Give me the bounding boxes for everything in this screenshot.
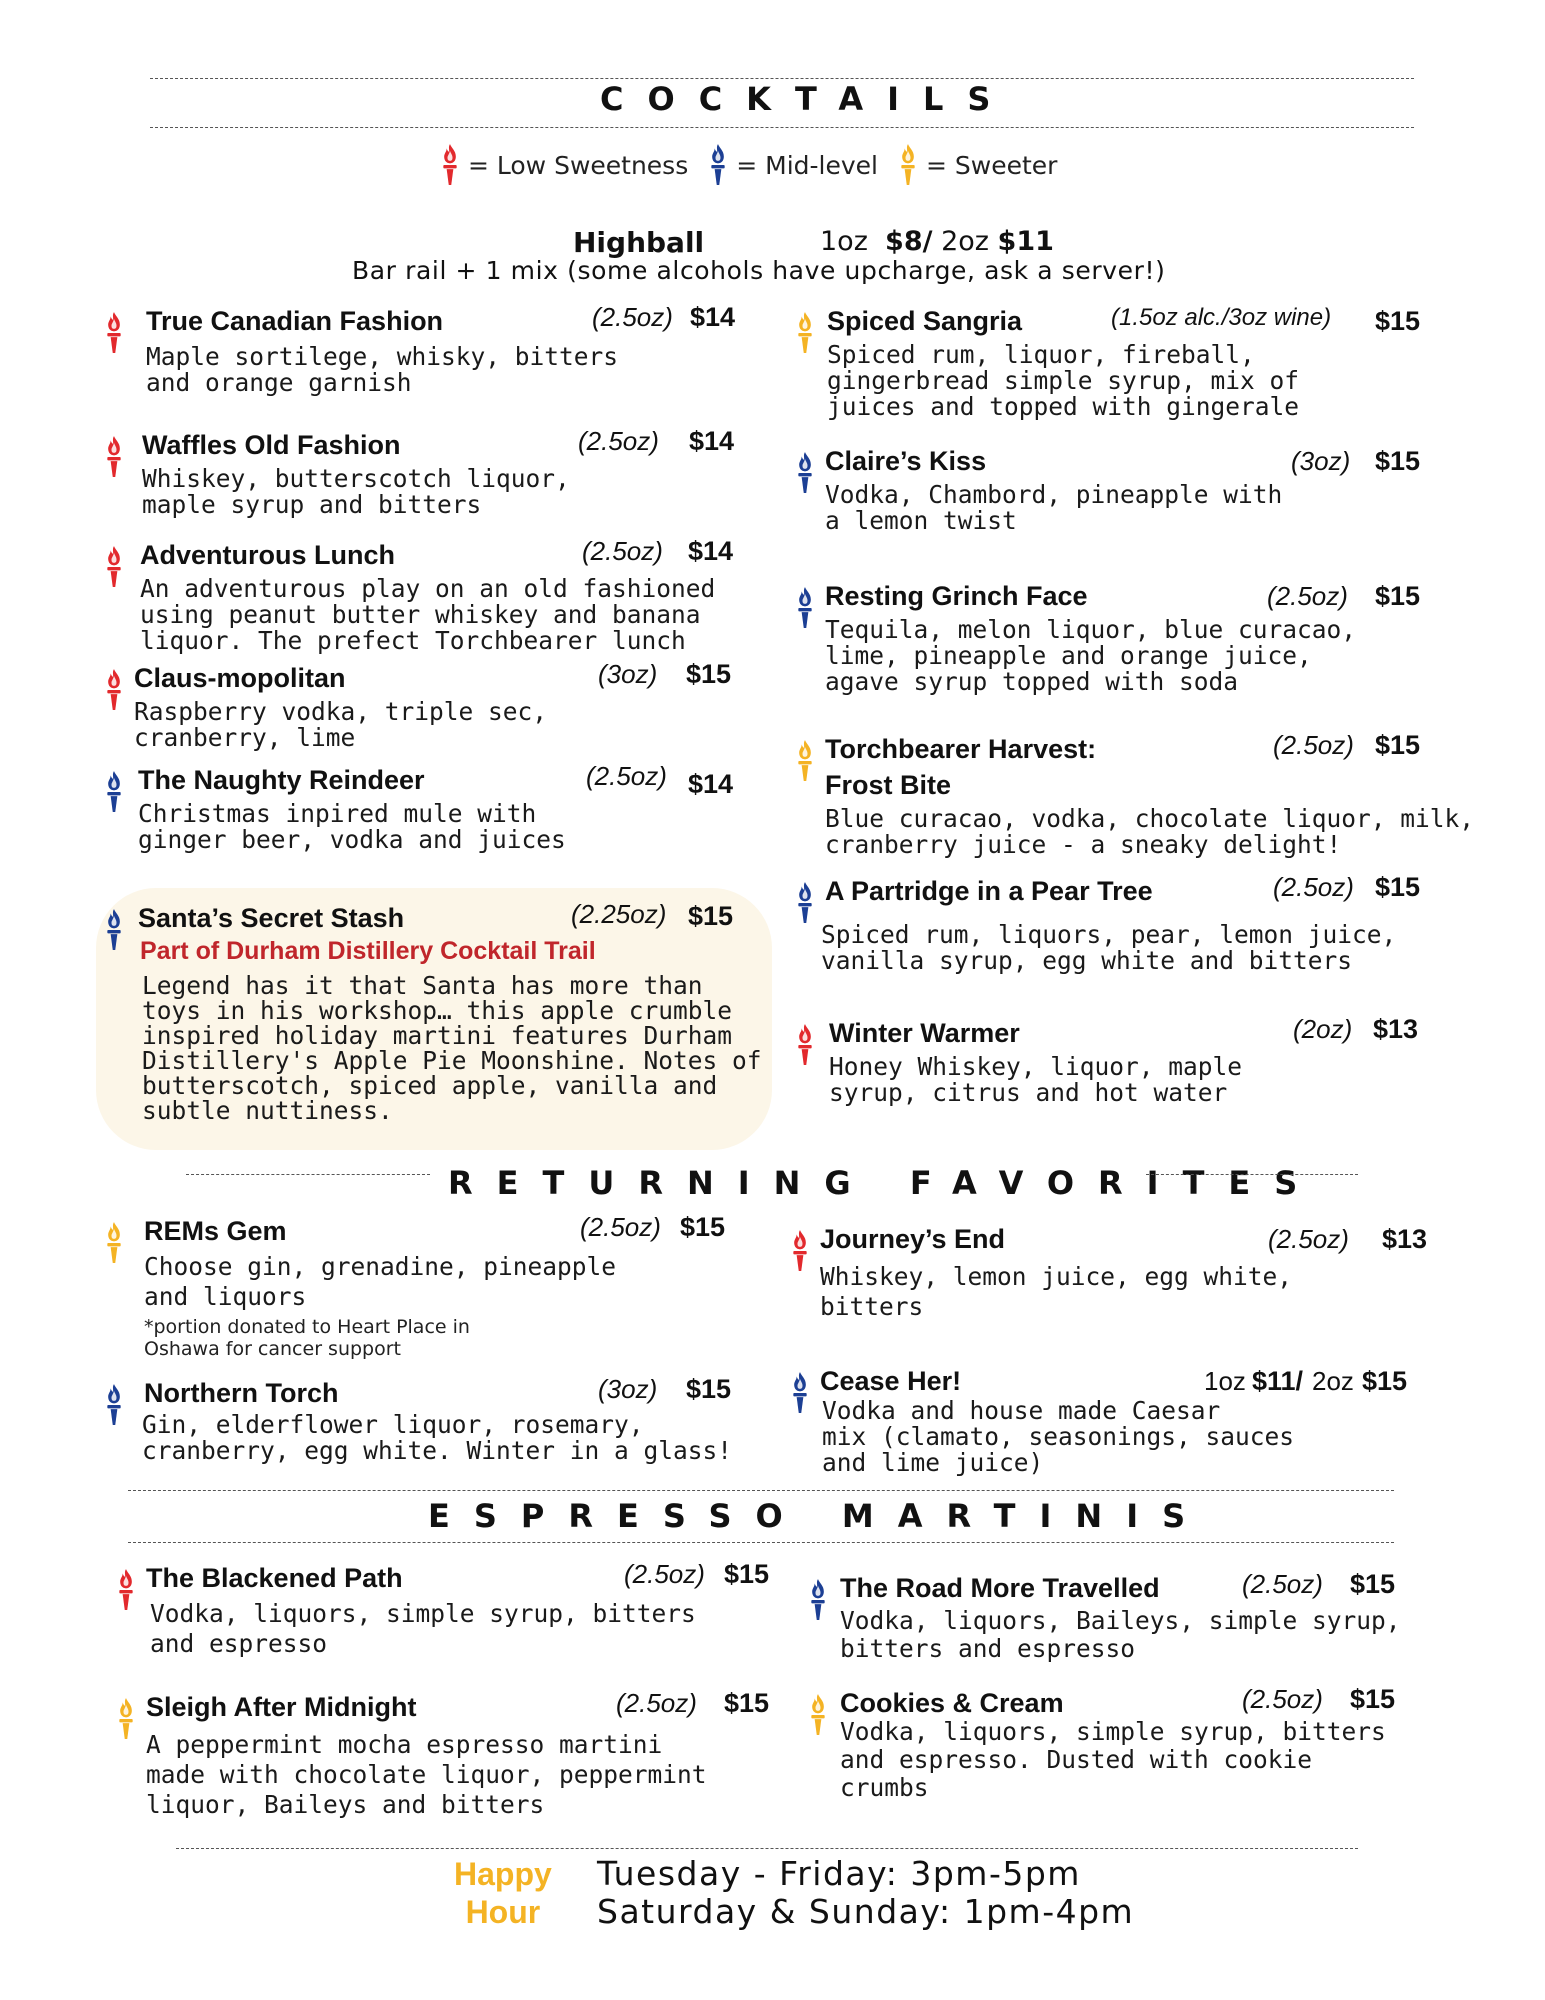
item-description: Spiced rum, liquor, fireball, gingerbread simple syrup, mix of juices and topped with gingerale bbox=[827, 340, 1300, 421]
torch-mid-icon bbox=[795, 880, 815, 926]
item-size: (3oz) bbox=[598, 659, 658, 689]
divider bbox=[150, 78, 1414, 79]
item-description: Spiced rum, liquors, pear, lemon juice, vanilla syrup, egg white and bitters bbox=[821, 920, 1397, 975]
happy-hour-times bbox=[597, 1855, 1134, 1931]
item-size: (2.5oz) bbox=[582, 536, 663, 566]
item-size-2oz: 2oz bbox=[1312, 1366, 1354, 1396]
item-price-1oz: $11/ bbox=[1252, 1366, 1304, 1396]
torch-sweet-icon bbox=[104, 1220, 124, 1266]
item-name: Torchbearer Harvest: bbox=[825, 734, 1097, 764]
torch-low-icon bbox=[104, 667, 124, 713]
item-price: $13 bbox=[1373, 1014, 1419, 1044]
item-name: True Canadian Fashion bbox=[146, 306, 444, 336]
item-price: $15 bbox=[686, 1374, 732, 1404]
item-description: Christmas inpired mule with ginger beer, vodka and juices bbox=[138, 799, 566, 854]
item-description: Whiskey, butterscotch liquor, maple syrup and bitters bbox=[142, 464, 570, 519]
happy-hour-weekday: Tuesday - Friday: 3pm-5pm bbox=[597, 1854, 1081, 1893]
item-price: $14 bbox=[690, 302, 736, 332]
highball-name: Highball bbox=[573, 226, 705, 259]
item-price: $15 bbox=[1375, 446, 1421, 476]
divider bbox=[150, 127, 1414, 128]
torch-mid-icon bbox=[790, 1370, 810, 1416]
item-price: $14 bbox=[688, 769, 734, 799]
highball-oz1: 1oz bbox=[820, 226, 868, 257]
item-name: Spiced Sangria bbox=[827, 306, 1023, 336]
divider bbox=[186, 1174, 430, 1175]
item-size: (2.5oz) bbox=[578, 426, 659, 456]
legend-mid-label: = Mid-level bbox=[736, 150, 878, 180]
item-description: Vodka, liquors, simple syrup, bitters and espresso bbox=[150, 1599, 696, 1658]
item-name-line2: Frost Bite bbox=[825, 770, 952, 800]
item-name: Claire’s Kiss bbox=[825, 446, 987, 476]
item-name: Santa’s Secret Stash bbox=[138, 903, 405, 933]
item-price: $15 bbox=[1375, 872, 1421, 902]
item-size: (2.5oz) bbox=[1273, 872, 1354, 902]
item-description: Maple sortilege, whisky, bitters and orange garnish bbox=[146, 342, 619, 397]
item-size: (2.5oz) bbox=[1273, 730, 1354, 760]
torch-low-icon bbox=[795, 1022, 815, 1068]
item-size-1oz: 1oz bbox=[1204, 1366, 1246, 1396]
item-size: (2.5oz) bbox=[1268, 1224, 1349, 1254]
item-note: *portion donated to Heart Place in Oshawa for cancer support bbox=[144, 1316, 470, 1360]
legend-low bbox=[440, 142, 688, 188]
cocktail-trail-subtitle: Part of Durham Distillery Cocktail Trail bbox=[140, 937, 596, 965]
torch-low-icon bbox=[790, 1228, 810, 1274]
happy-hour-label-line2: Hour bbox=[465, 1894, 541, 1930]
torch-low-icon bbox=[104, 434, 124, 480]
item-size: (2.5oz) bbox=[592, 302, 673, 332]
torch-sweet-icon bbox=[795, 310, 815, 356]
highball-price bbox=[820, 226, 1054, 257]
happy-hour-label bbox=[454, 1855, 552, 1931]
item-price: $15 bbox=[1375, 581, 1421, 611]
section-heading-cocktails: COCKTAILS bbox=[600, 80, 1015, 118]
item-description: Choose gin, grenadine, pineapple and liquors bbox=[144, 1252, 617, 1311]
item-size: (1.5oz alc./3oz wine) bbox=[1111, 304, 1332, 331]
highball-price2: $11 bbox=[997, 226, 1054, 257]
highball-description: Bar rail + 1 mix (some alcohols have upcharge, ask a server!) bbox=[352, 256, 1166, 285]
item-price: $15 bbox=[1350, 1684, 1396, 1714]
item-price-2oz: $15 bbox=[1362, 1366, 1408, 1396]
legend-sweet-label: = Sweeter bbox=[925, 150, 1058, 180]
torch-mid-icon bbox=[795, 450, 815, 496]
divider bbox=[128, 1490, 1394, 1491]
torch-low-icon bbox=[440, 142, 460, 188]
item-size: (2.5oz) bbox=[580, 1212, 661, 1242]
item-size: (2oz) bbox=[1293, 1014, 1353, 1044]
item-name: Journey’s End bbox=[820, 1224, 1006, 1254]
item-description: Vodka, liquors, simple syrup, bitters and espresso. Dusted with cookie crumbs bbox=[840, 1717, 1386, 1802]
item-size: (2.5oz) bbox=[624, 1559, 705, 1589]
item-description: Whiskey, lemon juice, egg white, bitters bbox=[820, 1262, 1293, 1321]
torch-sweet-icon bbox=[116, 1696, 136, 1742]
item-price: $15 bbox=[1350, 1569, 1396, 1599]
torch-mid-icon bbox=[104, 907, 124, 953]
item-description: Tequila, melon liquor, blue curacao, lime, pineapple and orange juice, agave syrup topped with soda bbox=[825, 615, 1357, 696]
item-price: $15 bbox=[686, 659, 732, 689]
item-size: (2.25oz) bbox=[571, 899, 667, 929]
item-price: $15 bbox=[680, 1212, 726, 1242]
item-description: Blue curacao, vodka, chocolate liquor, milk, cranberry juice - a sneaky delight! bbox=[825, 804, 1475, 859]
torch-mid-icon bbox=[795, 585, 815, 631]
item-price: $15 bbox=[724, 1559, 770, 1589]
item-price: $15 bbox=[1375, 306, 1421, 336]
item-price: $14 bbox=[689, 426, 735, 456]
item-description: Vodka, Chambord, pineapple with a lemon twist bbox=[825, 480, 1283, 535]
happy-hour-label-line1: Happy bbox=[454, 1856, 552, 1892]
legend-low-label: = Low Sweetness bbox=[468, 150, 689, 180]
item-size: (2.5oz) bbox=[1267, 581, 1348, 611]
item-name: Winter Warmer bbox=[829, 1018, 1020, 1048]
item-name: Cease Her! bbox=[820, 1366, 962, 1396]
torch-sweet-icon bbox=[808, 1692, 828, 1738]
item-description: Vodka, liquors, Baileys, simple syrup, bitters and espresso bbox=[840, 1606, 1401, 1663]
item-description: Raspberry vodka, triple sec, cranberry, lime bbox=[134, 697, 548, 752]
item-description: Vodka and house made Caesar mix (clamato, seasonings, sauces and lime juice) bbox=[822, 1396, 1295, 1477]
item-description: A peppermint mocha espresso martini made with chocolate liquor, peppermint liquor, Baileys and bitters bbox=[146, 1730, 707, 1819]
legend-mid bbox=[708, 142, 878, 188]
torch-low-icon bbox=[104, 544, 124, 590]
item-description: Legend has it that Santa has more than toys in his workshop… this apple crumble inspired holiday martini features Durham Distillery's Apple Pie Moonshine. Notes of butterscotch, spiced apple, vanilla and subtle nuttiness. bbox=[142, 971, 762, 1125]
item-name: Adventurous Lunch bbox=[140, 540, 395, 570]
highball-price1: $8/ bbox=[885, 226, 933, 257]
item-size: (3oz) bbox=[1291, 446, 1351, 476]
torch-mid-icon bbox=[808, 1577, 828, 1623]
item-name: Resting Grinch Face bbox=[825, 581, 1088, 611]
torch-sweet-icon bbox=[898, 142, 918, 188]
torch-mid-icon bbox=[104, 1382, 124, 1428]
section-heading-espresso-martinis: ESPRESSO MARTINIS bbox=[428, 1497, 1210, 1535]
item-name: The Naughty Reindeer bbox=[138, 765, 425, 795]
torch-mid-icon bbox=[708, 142, 728, 188]
legend-sweet bbox=[898, 142, 1057, 188]
item-size: (3oz) bbox=[598, 1374, 658, 1404]
item-price: $13 bbox=[1382, 1224, 1428, 1254]
item-name: Cookies & Cream bbox=[840, 1688, 1064, 1718]
item-size: (2.5oz) bbox=[616, 1688, 697, 1718]
divider bbox=[176, 1848, 1358, 1849]
item-description: Gin, elderflower liquor, rosemary, cranberry, egg white. Winter in a glass! bbox=[142, 1410, 733, 1465]
item-name: The Blackened Path bbox=[146, 1563, 403, 1593]
item-name: Claus-mopolitan bbox=[134, 663, 346, 693]
item-description: Honey Whiskey, liquor, maple syrup, citrus and hot water bbox=[829, 1052, 1243, 1107]
item-name: REMs Gem bbox=[144, 1216, 287, 1246]
item-name: The Road More Travelled bbox=[840, 1573, 1160, 1603]
happy-hour-weekend: Saturday & Sunday: 1pm-4pm bbox=[597, 1892, 1135, 1931]
item-name: Northern Torch bbox=[144, 1378, 339, 1408]
item-price: $15 bbox=[724, 1688, 770, 1718]
item-size: (2.5oz) bbox=[1242, 1684, 1323, 1714]
divider bbox=[128, 1542, 1394, 1543]
torch-mid-icon bbox=[104, 769, 124, 815]
highball-oz2: 2oz bbox=[941, 226, 989, 257]
torch-low-icon bbox=[104, 310, 124, 356]
divider bbox=[1146, 1174, 1358, 1175]
item-size: (2.5oz) bbox=[586, 761, 667, 791]
section-heading-returning-favorites: RETURNING FAVORITES bbox=[448, 1164, 1322, 1202]
item-name: Waffles Old Fashion bbox=[142, 430, 401, 460]
torch-sweet-icon bbox=[795, 738, 815, 784]
item-price: $14 bbox=[688, 536, 734, 566]
item-price: $15 bbox=[1375, 730, 1421, 760]
item-description: An adventurous play on an old fashioned using peanut butter whiskey and banana liquor. The prefect Torchbearer lunch bbox=[140, 574, 716, 655]
item-name: A Partridge in a Pear Tree bbox=[825, 876, 1153, 906]
item-price: $15 bbox=[688, 901, 734, 931]
item-size: (2.5oz) bbox=[1242, 1569, 1323, 1599]
torch-low-icon bbox=[116, 1567, 136, 1613]
sweetness-legend bbox=[440, 142, 1077, 188]
item-name: Sleigh After Midnight bbox=[146, 1692, 417, 1722]
